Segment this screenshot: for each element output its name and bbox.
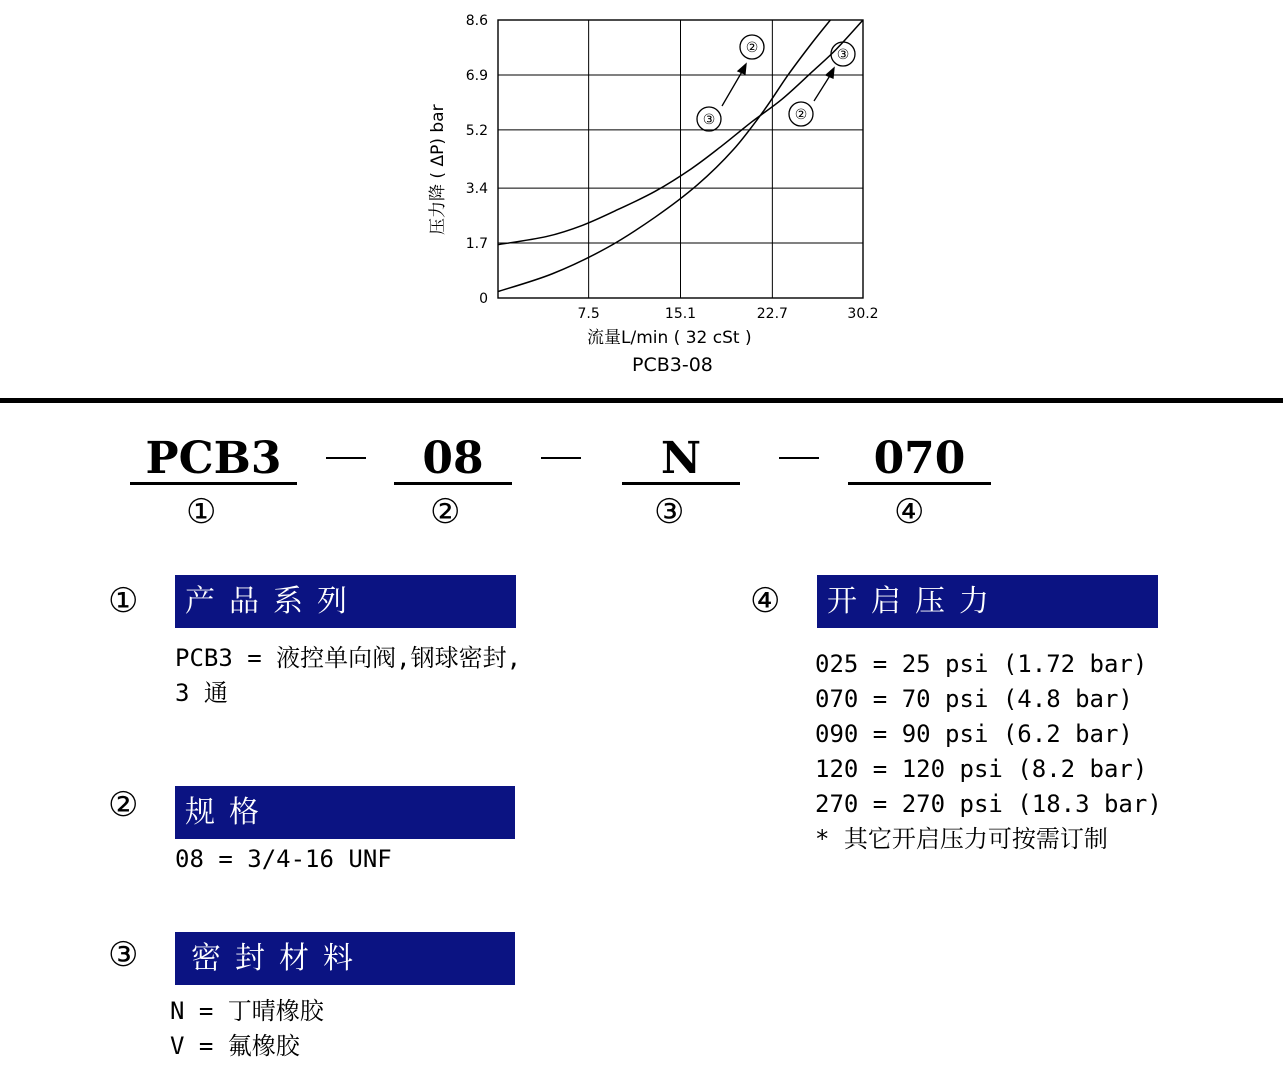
chart-grid: [498, 20, 863, 298]
code-separator: [779, 457, 819, 459]
section-line: 025 = 25 psi (1.72 bar): [815, 650, 1148, 678]
x-tick-label: 15.1: [664, 306, 697, 322]
section-line: 08 = 3/4-16 UNF: [175, 845, 392, 873]
section-number: ④: [750, 581, 781, 621]
x-tick-labels: [578, 306, 879, 322]
section-divider: [0, 398, 1283, 403]
code-size: 08: [394, 436, 512, 485]
section-number: ①: [108, 581, 139, 621]
section-line: 120 = 120 psi (8.2 bar): [815, 755, 1148, 783]
annotation-lower-left: [697, 107, 721, 131]
pressure-drop-chart: [0, 0, 1283, 390]
x-tick-label: 22.7: [756, 306, 788, 322]
x-tick-label: 30.2: [847, 306, 879, 322]
annotation-arrows: [722, 64, 834, 106]
series-line-1: [498, 20, 830, 292]
annotation-lower-right: [789, 102, 813, 126]
y-axis-label: 压力降 ( ΔP) bar: [428, 104, 448, 235]
section-header-product-series: 产品系列: [175, 575, 516, 628]
section-header-size: 规格: [175, 786, 515, 839]
section-header-cracking-pressure: 开启压力: [817, 575, 1158, 628]
annotation-upper-right: [831, 42, 855, 66]
y-tick-label: 0: [479, 291, 488, 307]
section-line: 090 = 90 psi (6.2 bar): [815, 720, 1133, 748]
chart-title: PCB3-08: [632, 354, 713, 376]
code-part-number: ④: [894, 492, 925, 532]
code-part-number: ①: [186, 492, 217, 532]
svg-text:②: ②: [794, 107, 808, 123]
y-tick-label: 8.6: [465, 13, 488, 29]
svg-text:②: ②: [745, 40, 759, 56]
annotation-upper-left: [740, 35, 764, 59]
section-line: V = 氟橡胶: [170, 1032, 300, 1060]
code-separator: [541, 457, 581, 459]
svg-text:③: ③: [836, 47, 850, 63]
x-axis-label: 流量L/min ( 32 cSt ): [587, 328, 752, 348]
code-part-number: ②: [430, 492, 461, 532]
svg-text:③: ③: [702, 112, 716, 128]
y-tick-labels: [466, 13, 488, 307]
section-line: N = 丁晴橡胶: [170, 997, 324, 1025]
code-separator: [326, 457, 366, 459]
x-tick-label: 7.5: [577, 306, 600, 322]
y-tick-label: 3.4: [465, 181, 488, 198]
section-line: PCB3 = 液控单向阀,钢球密封,: [175, 644, 522, 672]
code-pressure: 070: [848, 436, 991, 485]
code-part-number: ③: [654, 492, 685, 532]
code-seal: N: [622, 436, 740, 485]
section-header-seal-material: 密封材料: [175, 932, 515, 985]
code-series: PCB3: [130, 436, 297, 485]
section-number: ②: [108, 785, 139, 825]
section-line: * 其它开启压力可按需订制: [815, 825, 1108, 853]
y-tick-label: 6.9: [465, 67, 488, 84]
section-number: ③: [108, 935, 139, 975]
section-line: 3 通: [175, 679, 228, 707]
y-tick-label: 1.7: [465, 236, 488, 253]
section-line: 070 = 70 psi (4.8 bar): [815, 685, 1133, 713]
section-line: 270 = 270 psi (18.3 bar): [815, 790, 1162, 818]
y-tick-label: 5.2: [465, 122, 488, 139]
